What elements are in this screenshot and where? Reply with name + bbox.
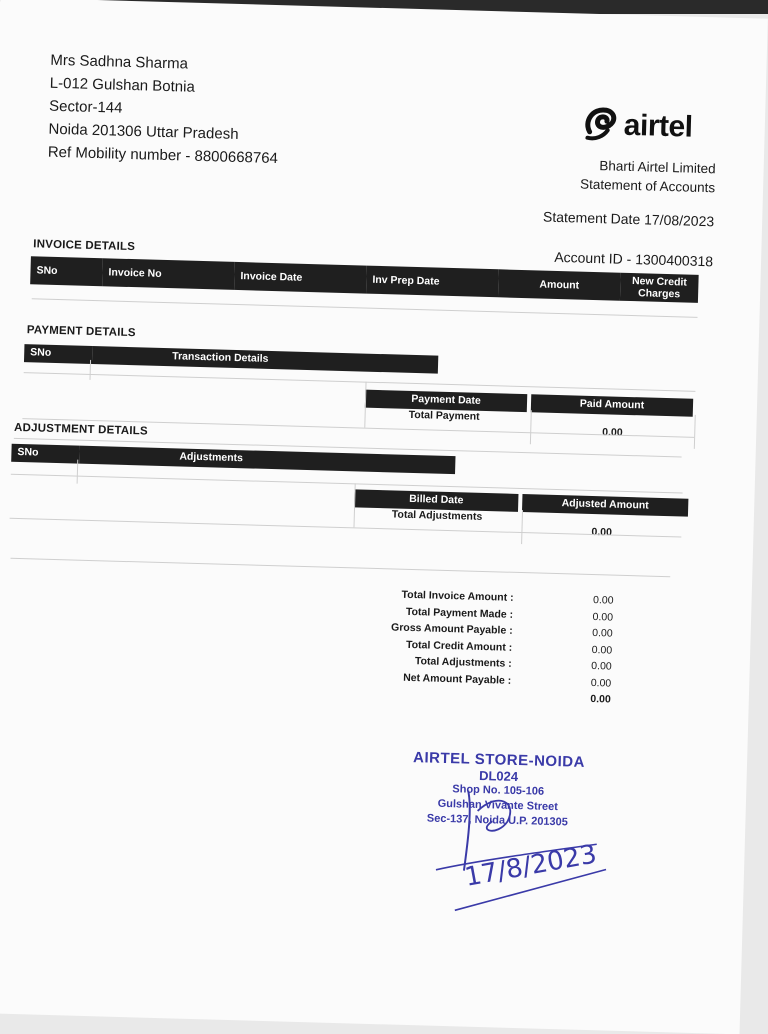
divider bbox=[11, 474, 683, 494]
ref-mobility-number: Ref Mobility number - 8800668764 bbox=[47, 143, 279, 168]
stamp-shop-no: Shop No. 105-106 bbox=[452, 783, 545, 798]
svg-text:17/8/2023: 17/8/2023 bbox=[462, 839, 600, 893]
invoice-col-inv-prep-date: Inv Prep Date bbox=[366, 266, 499, 298]
adjustment-col-adjusted-amount: Adjusted Amount bbox=[522, 494, 688, 517]
stamp-city: Sec-137, Noida U.P. 201305 bbox=[426, 812, 569, 829]
summary-row: Gross Amount Payable : 0.00 bbox=[390, 621, 613, 640]
invoice-col-invoice-no: Invoice No bbox=[102, 258, 235, 290]
divider bbox=[90, 360, 92, 380]
airtel-swirl-icon bbox=[581, 104, 622, 145]
payment-col-payment-date: Payment Date bbox=[365, 390, 527, 413]
summary-row: Total Invoice Amount : 0.00 bbox=[401, 588, 614, 607]
payment-col-paid-amount: Paid Amount bbox=[531, 394, 693, 417]
customer-address-block bbox=[48, 49, 281, 170]
invoice-col-sno: SNo bbox=[30, 256, 103, 286]
divider bbox=[77, 460, 79, 484]
invoice-section-title: INVOICE DETAILS bbox=[33, 238, 136, 254]
divider bbox=[521, 510, 523, 544]
logo-text: airtel bbox=[623, 108, 693, 144]
invoice-col-amount: Amount bbox=[498, 269, 621, 300]
invoice-col-invoice-date: Invoice Date bbox=[234, 262, 367, 294]
company-name: Bharti Airtel Limited bbox=[599, 158, 716, 177]
invoice-col-new-credit-charges: New Credit Charges bbox=[620, 273, 699, 303]
stamp-store-name: AIRTEL STORE-NOIDA bbox=[412, 749, 586, 771]
summary-row: Total Payment Made : 0.00 bbox=[405, 605, 614, 624]
summary-totals bbox=[361, 588, 614, 710]
summary-row: Total Credit Amount : 0.00 bbox=[405, 638, 613, 657]
divider bbox=[694, 415, 696, 449]
payment-col-transaction-details: Transaction Details bbox=[92, 346, 438, 374]
divider bbox=[24, 372, 696, 392]
airtel-logo bbox=[581, 104, 712, 148]
company-block bbox=[580, 156, 716, 198]
divider bbox=[32, 298, 698, 318]
statement-date: Statement Date 17/08/2023 bbox=[542, 208, 715, 230]
summary-row: Net Amount Payable : 0.00 bbox=[403, 671, 612, 690]
address-line-3: Noida 201306 Uttar Pradesh bbox=[48, 120, 239, 143]
stamp-street: Gulshan Vivante Street bbox=[437, 797, 559, 814]
stamp-store-code: DL024 bbox=[478, 767, 519, 785]
divider bbox=[10, 518, 682, 538]
payment-col-sno: SNo bbox=[24, 344, 92, 364]
account-id: Account ID - 1300400318 bbox=[554, 248, 714, 270]
address-line-2: Sector-144 bbox=[48, 97, 123, 117]
divider bbox=[10, 558, 670, 577]
payment-section-title: PAYMENT DETAILS bbox=[26, 324, 136, 340]
adjustment-col-sno: SNo bbox=[11, 444, 79, 464]
total-adjustments-value: 0.00 bbox=[591, 525, 613, 539]
total-payment-label: Total Payment bbox=[408, 408, 480, 423]
handwritten-signature-date-icon bbox=[415, 779, 619, 925]
summary-row: Total Adjustments : 0.00 bbox=[414, 655, 612, 673]
total-adjustments-label: Total Adjustments bbox=[391, 508, 483, 523]
document-title: Statement of Accounts bbox=[579, 176, 716, 196]
total-payment-value: 0.00 bbox=[602, 426, 623, 439]
adjustment-section-title: ADJUSTMENT DETAILS bbox=[13, 421, 148, 438]
divider bbox=[530, 410, 532, 444]
summary-row: 0.00 bbox=[590, 693, 611, 706]
adjustment-col-billed-date: Billed Date bbox=[354, 489, 518, 512]
adjustment-col-adjustments: Adjustments bbox=[79, 446, 455, 474]
customer-name: Mrs Sadhna Sharma bbox=[50, 51, 189, 73]
address-line-1: L-012 Gulshan Botnia bbox=[49, 74, 196, 96]
